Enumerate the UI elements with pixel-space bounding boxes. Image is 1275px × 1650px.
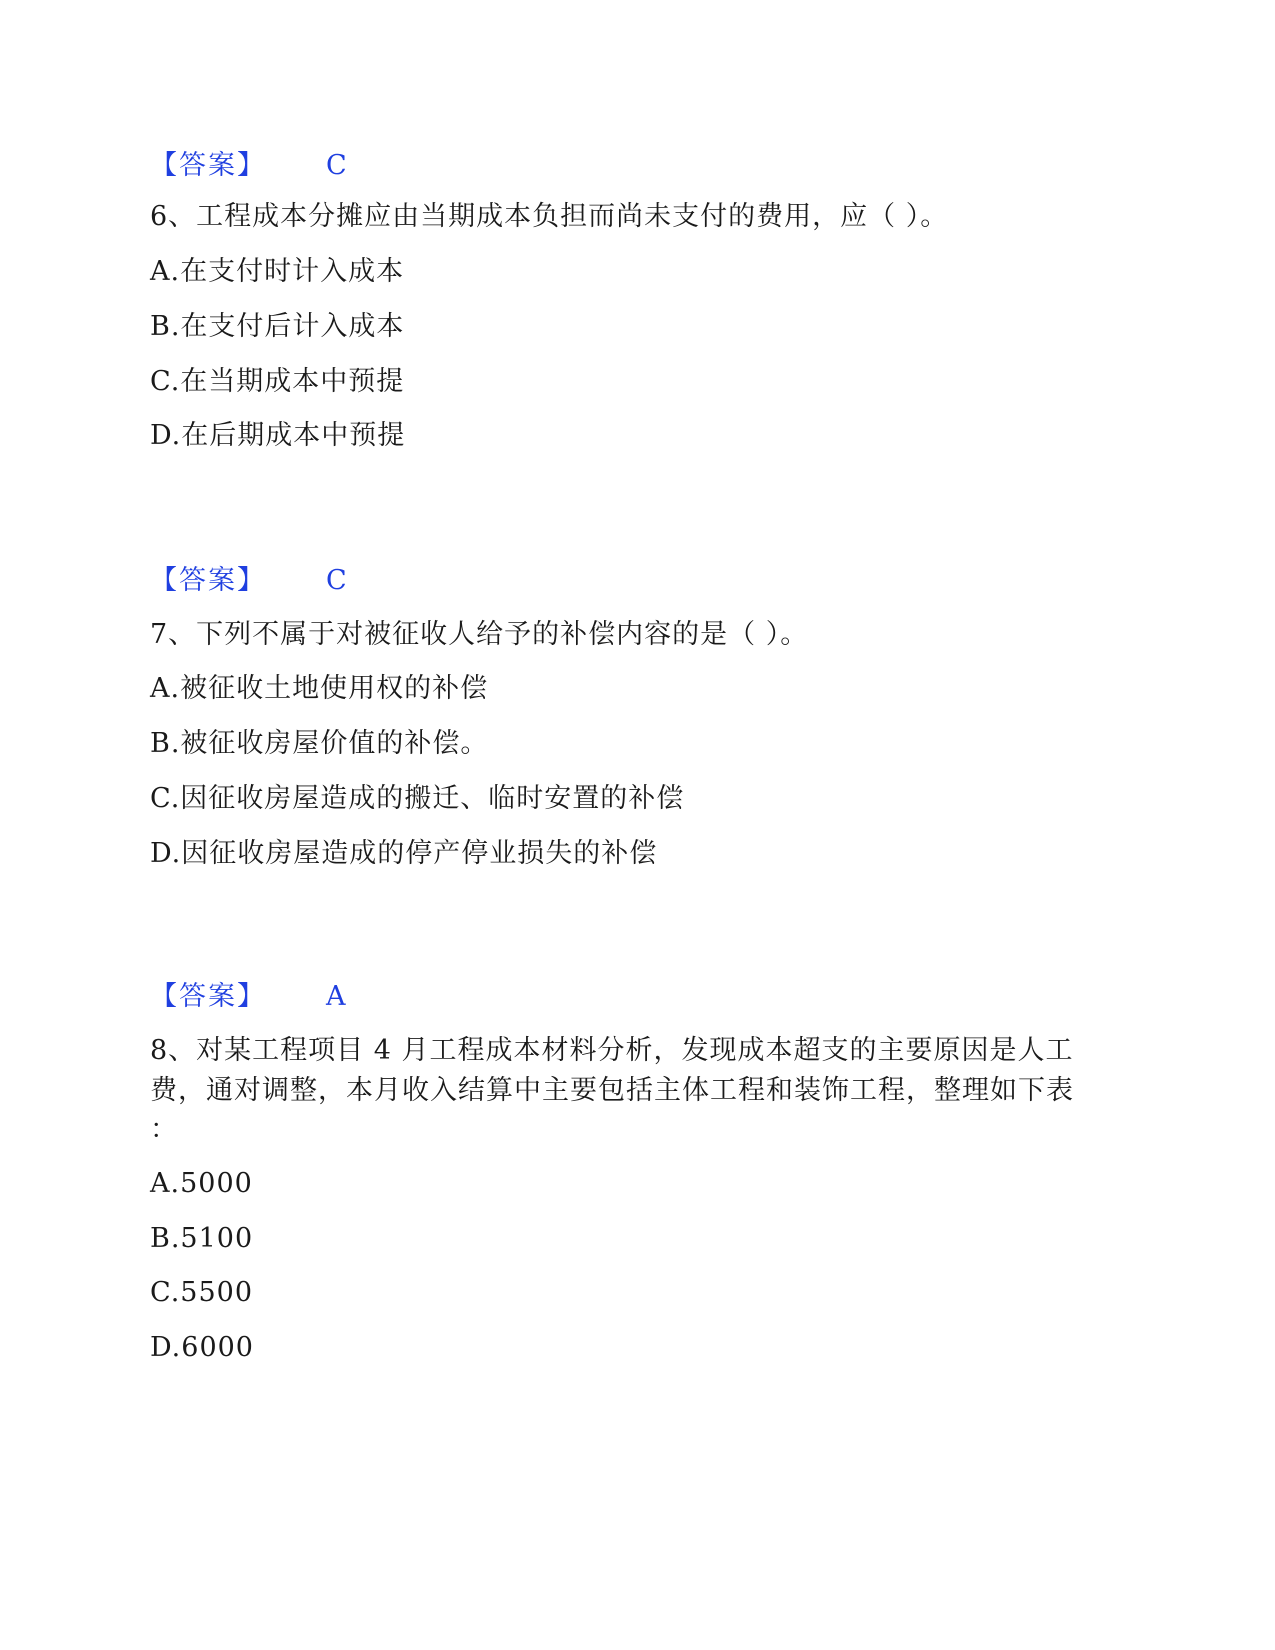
answer-row-q6 bbox=[150, 563, 348, 599]
option-d-q8: D.6000 bbox=[150, 1332, 254, 1363]
question-text-q8-line1: 8、对某工程项目 4 月工程成本材料分析，发现成本超支的主要原因是人工 bbox=[150, 1035, 1074, 1066]
answer-row-q5 bbox=[150, 148, 348, 184]
answer-row-q7 bbox=[150, 979, 347, 1015]
option-b-q6: B.在支付后计入成本 bbox=[150, 311, 405, 342]
answer-value: C bbox=[326, 565, 348, 596]
option-a-q7: A.被征收土地使用权的补偿 bbox=[150, 673, 489, 704]
answer-label: 【答案】 bbox=[150, 981, 266, 1012]
option-a-q6: A.在支付时计入成本 bbox=[150, 256, 405, 287]
option-d-q6: D.在后期成本中预提 bbox=[150, 420, 406, 451]
question-text-q7: 7、下列不属于对被征收人给予的补偿内容的是（ ）。 bbox=[150, 619, 809, 650]
question-text-q8-line3: ： bbox=[150, 1114, 178, 1145]
option-a-q8: A.5000 bbox=[150, 1168, 253, 1199]
question-text-q6: 6、工程成本分摊应由当期成本负担而尚未支付的费用，应（ ）。 bbox=[150, 201, 949, 232]
answer-label: 【答案】 bbox=[150, 150, 266, 181]
option-c-q7: C.因征收房屋造成的搬迁、临时安置的补偿 bbox=[150, 783, 685, 814]
question-text-q8-line2: 费，通对调整，本月收入结算中主要包括主体工程和装饰工程，整理如下表 bbox=[150, 1075, 1074, 1106]
answer-label: 【答案】 bbox=[150, 565, 266, 596]
option-b-q7: B.被征收房屋价值的补偿。 bbox=[150, 728, 489, 759]
option-c-q8: C.5500 bbox=[150, 1277, 253, 1308]
option-b-q8: B.5100 bbox=[150, 1223, 254, 1254]
option-d-q7: D.因征收房屋造成的停产停业损失的补偿 bbox=[150, 838, 658, 869]
option-c-q6: C.在当期成本中预提 bbox=[150, 366, 405, 397]
answer-value: C bbox=[326, 150, 348, 181]
answer-value: A bbox=[326, 981, 347, 1012]
